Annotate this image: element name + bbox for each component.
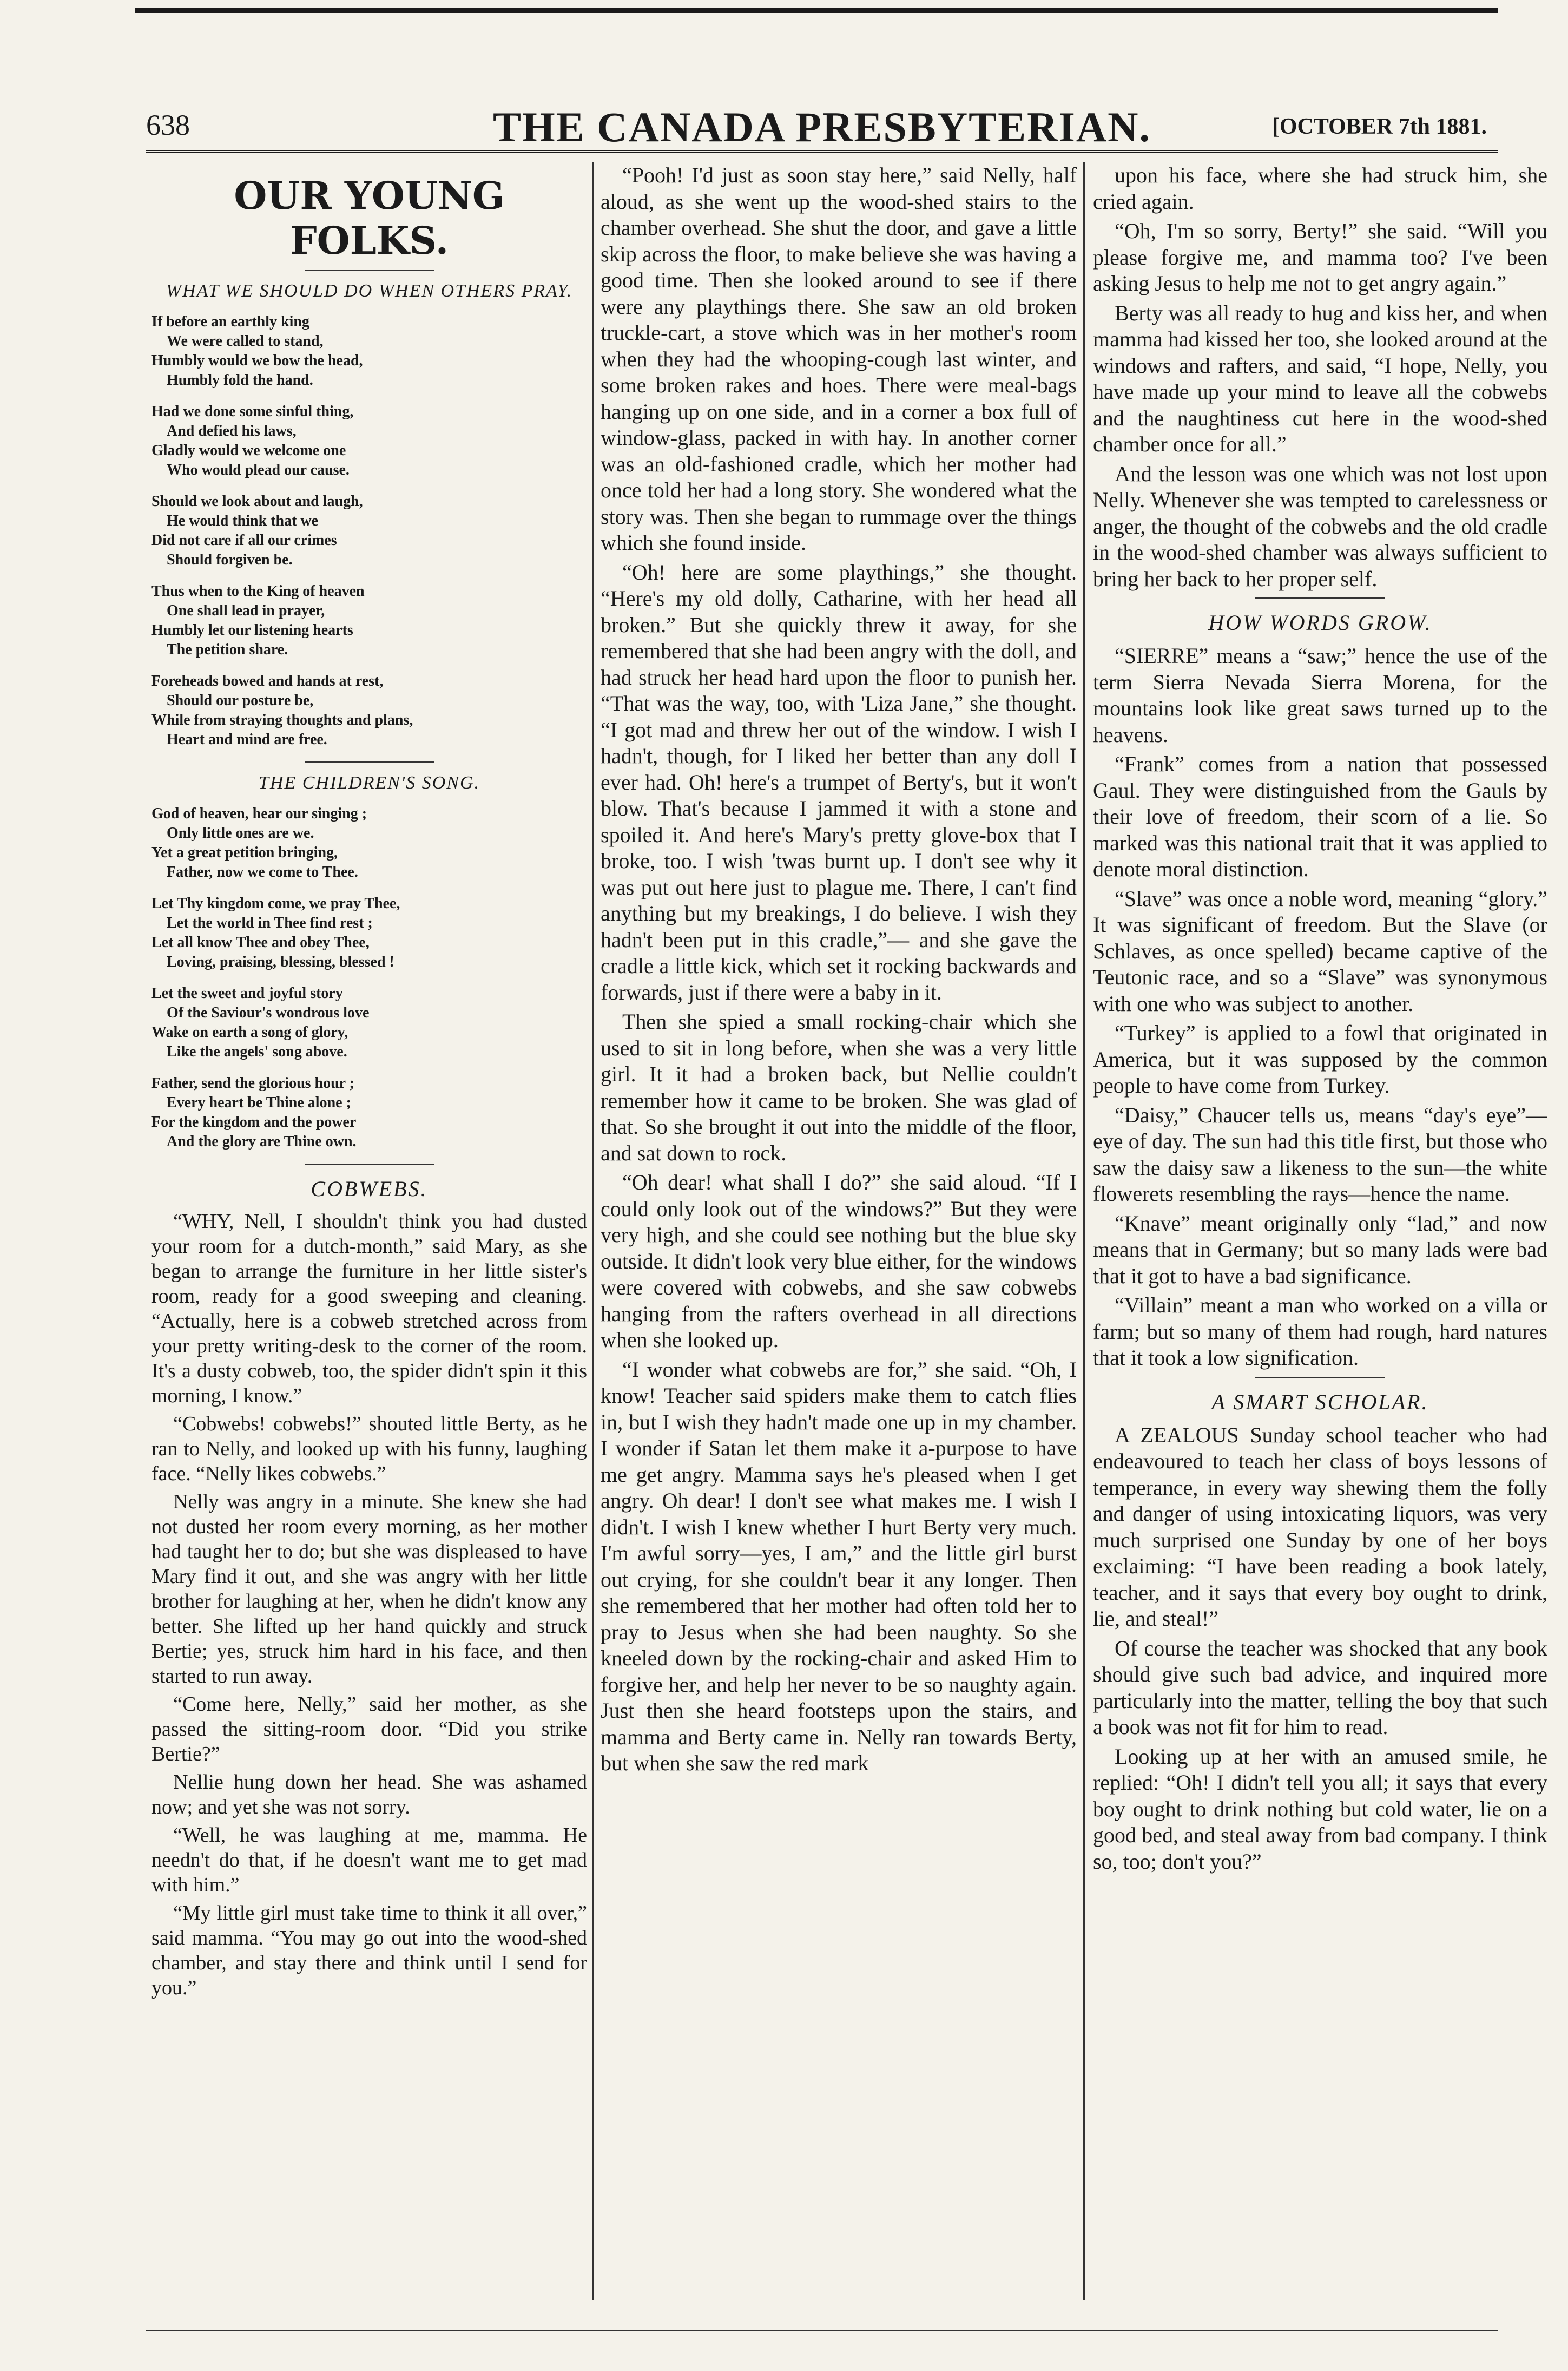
column-3 <box>1093 162 1547 2316</box>
poem-line: Loving, praising, blessing, blessed ! <box>167 954 394 970</box>
column-divider <box>592 162 594 2300</box>
paragraph: “Well, he was laughing at me, mamma. He needn't do that, if he doesn't want me to get mad with him.” <box>151 1824 587 1896</box>
top-rule <box>135 8 1498 13</box>
article-smart-scholar <box>1093 1422 1547 1875</box>
poem-line: We were called to stand, <box>167 333 324 350</box>
poem-stanza <box>151 1074 587 1152</box>
poem-line: Let all know Thee and obey Thee, <box>151 934 370 951</box>
poem-stanza <box>151 984 587 1062</box>
paragraph: “Oh dear! what shall I do?” she said aloud. “If I could only look out of the windows?” But they were very high, and she could see nothing but the blue sky outside. It didn't look very blue either, for the windows were covered with cobwebs, and she saw cobwebs hanging from the rafters overhead in all directions when she looked up. <box>601 1170 1077 1352</box>
poem-line: Should we look about and laugh, <box>151 493 363 510</box>
poem-title: WHAT WE SHOULD DO WHEN OTHERS PRAY. <box>166 281 573 301</box>
poem-stanza <box>151 312 587 390</box>
poem-line: And defied his laws, <box>167 423 297 439</box>
paragraph: “Come here, Nelly,” said her mother, as she passed the sitting-room door. “Did you strike Bertie?” <box>151 1693 587 1765</box>
page-number: 638 <box>146 109 190 141</box>
poem-line: Thus when to the King of heaven <box>151 583 365 600</box>
divider <box>1255 1377 1385 1378</box>
poem-line: Heart and mind are free. <box>167 731 327 748</box>
column-divider <box>1083 162 1085 2300</box>
poem-line: One shall lead in prayer, <box>167 602 325 619</box>
column-2 <box>601 162 1077 2316</box>
article-title: A SMART SCHOLAR. <box>1211 1389 1429 1414</box>
paragraph: “Frank” comes from a nation that possessed Gaul. They were distinguished from the Gauls by their love of freedom, their scorn of a lie. So marked was this national trait that it was applied to denote moral distinction. <box>1093 752 1547 881</box>
paragraph: “WHY, Nell, I shouldn't think you had dusted your room for a dutch-month,” said Mary, as she began to arrange the furniture in her little sister's room, ready for a good sweeping and cleaning. “Actually, here is a cobweb stretched across from your pretty writing-desk to the corner of the room. It's a dusty cobweb, too, the spider didn't spin it this morning, I know.” <box>151 1210 587 1407</box>
paragraph: “SIERRE” means a “saw;” hence the use of the term Sierra Nevada Sierra Morena, for the mountains look like great saws turned up to the heavens. <box>1093 643 1547 747</box>
story-title: COBWEBS. <box>311 1177 428 1201</box>
poem-line: God of heaven, hear our singing ; <box>151 805 367 822</box>
paragraph: Then she spied a small rocking-chair which she used to sit in long before, when she was a very little girl. It it had a broken back, but Nellie couldn't remember how it came to be broken. She was glad of that. So she brought it out into the middle of the floor, and sat down to rock. <box>601 1009 1077 1165</box>
paragraph: “Cobwebs! cobwebs!” shouted little Berty, as he ran to Nelly, and looked up with his funny, laughing face. “Nelly likes cobwebs.” <box>151 1413 587 1485</box>
poem-stanza <box>151 804 587 882</box>
paragraph: “Pooh! I'd just as soon stay here,” said Nelly, half aloud, as she went up the wood-shed stairs to the chamber overhead. She shut the door, and gave a little skip across the floor, to make believe she was having a good time. Then she looked around to see if there were any playthings there. She saw an old broken truckle-cart, a stove which was in her mother's room when they had the whooping-cough last winter, and some broken rakes and hoes. There were meal-bags hanging up on one side, and in a corner a box full of window-glass, packed in with hay. In another corner was an old-fashioned cradle, which her mother had once told her had a long story. She wondered what the story was. Then she began to rummage over the things which she found inside. <box>601 163 1077 555</box>
poem-line: Did not care if all our crimes <box>151 532 337 549</box>
paragraph: Berty was all ready to hug and kiss her, and when mamma had kissed her too, she looked around at the windows and rafters, and said, “I hope, Nelly, you have made up your mind to leave all the cobwebs and the naughtiness cut here in the wood-shed chamber once for all.” <box>1093 300 1547 456</box>
paragraph: Of course the teacher was shocked that any book should give such bad advice, and inquired more particularly into the matter, telling the boy that such a book was not fit for him to read. <box>1093 1636 1547 1739</box>
paragraph: “Villain” meant a man who worked on a villa or farm; but so many of them had rough, hard natures that it took a low signification. <box>1093 1293 1547 1370</box>
paragraph: upon his face, where she had struck him, she cried again. <box>1093 163 1547 214</box>
section-title: OUR YOUNG FOLKS. <box>234 173 505 263</box>
poem-line: Who would plead our cause. <box>167 462 350 478</box>
poem-title: THE CHILDREN'S SONG. <box>258 773 480 793</box>
poem-line: Foreheads bowed and hands at rest, <box>151 673 384 689</box>
poem-line: Yet a great petition bringing, <box>151 844 338 861</box>
paragraph: “Daisy,” Chaucer tells us, means “day's eye”—eye of day. The sun had this title first, but those who saw the daisy saw a likeness to the sun—the white flowerets resembling the rays—hence the name. <box>1093 1102 1547 1206</box>
poem-stanza <box>151 894 587 972</box>
column-1 <box>151 162 587 2316</box>
story-cobwebs-continued <box>601 162 1077 1777</box>
poem-line: Let the world in Thee find rest ; <box>167 915 373 931</box>
article-how-words-grow <box>1093 643 1547 1371</box>
paragraph: “I wonder what cobwebs are for,” she said. “Oh, I know! Teacher said spiders make them to catch flies in, but I wish they hadn't made one up in my chamber. I wonder if Satan let them make it a-purpose to have me get angry. Mamma says he's pleased when I get angry. Oh dear! I don't see what makes me. I wish I didn't. I wish I knew whether I hurt Berty very much. I'm awful sorry—yes, I am,” and the little girl burst out crying, for she couldn't bear it any longer. Then she remembered that her mother had often told her to pray to Jesus when she had been naughty. So she kneeled down by the rocking-chair and asked Him to forgive her, and help her never to be so naughty again. Just then she heard footsteps upon the stairs, and mamma and Berty came in. Nelly ran towards Berty, but when she saw the red mark <box>601 1357 1077 1775</box>
poem-stanza <box>151 582 587 660</box>
poem-line: Should our posture be, <box>167 692 314 709</box>
paragraph: Looking up at her with an amused smile, he replied: “Oh! I didn't tell you all; it says that every boy ought to drink nothing but cold water, lie on a good bed, and steal away from bad company. I think so, too; don't you?” <box>1093 1744 1547 1874</box>
poem-line: Should forgiven be. <box>167 551 293 568</box>
poem-line: Of the Saviour's wondrous love <box>167 1004 370 1021</box>
poem-what-we-should-do <box>151 312 587 750</box>
divider <box>1255 597 1385 599</box>
paragraph: Nellie hung down her head. She was ashamed now; and yet she was not sorry. <box>151 1771 587 1818</box>
masthead-title: THE CANADA PRESBYTERIAN. <box>492 103 1151 150</box>
paragraph: A ZEALOUS Sunday school teacher who had endeavoured to teach her class of boys lessons of temperance, in every way shewing them the folly and danger of using intoxicating liquors, was very much surprised one Sunday by one of her boys exclaiming: “I have been reading a book lately, teacher, and it says that every boy ought to drink, lie, and steal!” <box>1093 1422 1547 1631</box>
poem-line: The petition share. <box>167 641 288 658</box>
story-cobwebs <box>151 1209 587 2000</box>
poem-line: Like the angels' song above. <box>167 1043 347 1060</box>
poem-line: Wake on earth a song of glory, <box>151 1024 348 1041</box>
poem-line: Had we done some sinful thing, <box>151 403 354 420</box>
poem-line: He would think that we <box>167 513 319 529</box>
poem-line: Let Thy kingdom come, we pray Thee, <box>151 895 400 912</box>
paragraph: And the lesson was one which was not lost upon Nelly. Whenever she was tempted to carelessness or anger, the thought of the cobwebs and the old cradle in the wood-shed chamber was always sufficient to bring her back to her proper self. <box>1093 461 1547 591</box>
divider <box>305 270 434 271</box>
paragraph: “Turkey” is applied to a fowl that originated in America, but it was supposed by the common people to have come from Turkey. <box>1093 1021 1547 1098</box>
poem-stanza <box>151 402 587 480</box>
poem-line: Humbly would we bow the head, <box>151 352 363 369</box>
poem-line: Gladly would we welcome one <box>151 442 346 459</box>
poem-line: And the glory are Thine own. <box>167 1133 357 1150</box>
poem-line: Let the sweet and joyful story <box>151 985 343 1002</box>
header-rule <box>146 150 1498 153</box>
paragraph: Nelly was angry in a minute. She knew she had not dusted her room every morning, as her mother had taught her to do; but she was displeased to have Mary find it out, and she was angry with her little brother for laughing at her, when he didn't know any better. She lifted up her hand quickly and struck Bertie; yes, struck him hard in his face, and then started to run away. <box>151 1490 587 1687</box>
story-cobwebs-ending <box>1093 162 1547 592</box>
paragraph: “Oh! here are some playthings,” she thought. “Here's my old dolly, Catharine, with her head all broken.” But she quickly threw it away, for she remembered that she had been angry with the doll, and had struck her head hard upon the floor to punish her. “That was the way, too, with 'Liza Jane,” she thought. “I got mad and threw her out of the window. I wish I hadn't, though, for I liked her better than any doll I ever had. Oh! here's a trumpet of Berty's, but it won't blow. That's because I jammed it with a stone and spoiled it. And here's Mary's pretty glove-box that I broke, too. I wish 'twas burnt up. I don't see why it was put out here just to plague me. There, I can't find anything but my breakings, I do believe. I wish they hadn't been put in this cradle,”— and she gave the cradle a little kick, which set it rocking backwards and forwards, just if there were a baby in it. <box>601 560 1077 1004</box>
poem-line: For the kingdom and the power <box>151 1114 357 1131</box>
paragraph: “Oh, I'm so sorry, Berty!” she said. “Will you please forgive me, and mamma too? I've been asking Jesus to help me not to get angry again.” <box>1093 219 1547 295</box>
poem-stanza <box>151 672 587 750</box>
article-title: HOW WORDS GROW. <box>1208 610 1432 635</box>
poem-line: Every heart be Thine alone ; <box>167 1094 351 1111</box>
poem-line: Father, send the glorious hour ; <box>151 1075 354 1092</box>
paragraph: “Knave” meant originally only “lad,” and now means that in Germany; but so many lads were bad that it got to have a bad significance. <box>1093 1211 1547 1288</box>
divider <box>305 1164 434 1165</box>
paragraph: “My little girl must take time to think it all over,” said mamma. “You may go out into the wood-shed chamber, and stay there and think until I send for you.” <box>151 1902 587 1999</box>
divider <box>305 761 434 763</box>
poem-stanza <box>151 492 587 570</box>
page-header <box>146 76 1498 150</box>
poem-line: Father, now we come to Thee. <box>167 864 358 881</box>
poem-line: Only little ones are we. <box>167 825 314 842</box>
poem-line: If before an earthly king <box>151 313 309 330</box>
bottom-rule <box>146 2330 1498 2331</box>
poem-line: Humbly let our listening hearts <box>151 622 353 639</box>
poem-line: Humbly fold the hand. <box>167 372 313 389</box>
poem-line: While from straying thoughts and plans, <box>151 712 413 728</box>
issue-date: [OCTOBER 7th 1881. <box>1271 114 1487 139</box>
poem-childrens-song <box>151 804 587 1152</box>
paragraph: “Slave” was once a noble word, meaning “glory.” It was significant of freedom. But the Slave (or Schlaves, as once spelled) became captive of the Teutonic race, and so a “Slave” was synonymous with one who was subject to another. <box>1093 886 1547 1016</box>
